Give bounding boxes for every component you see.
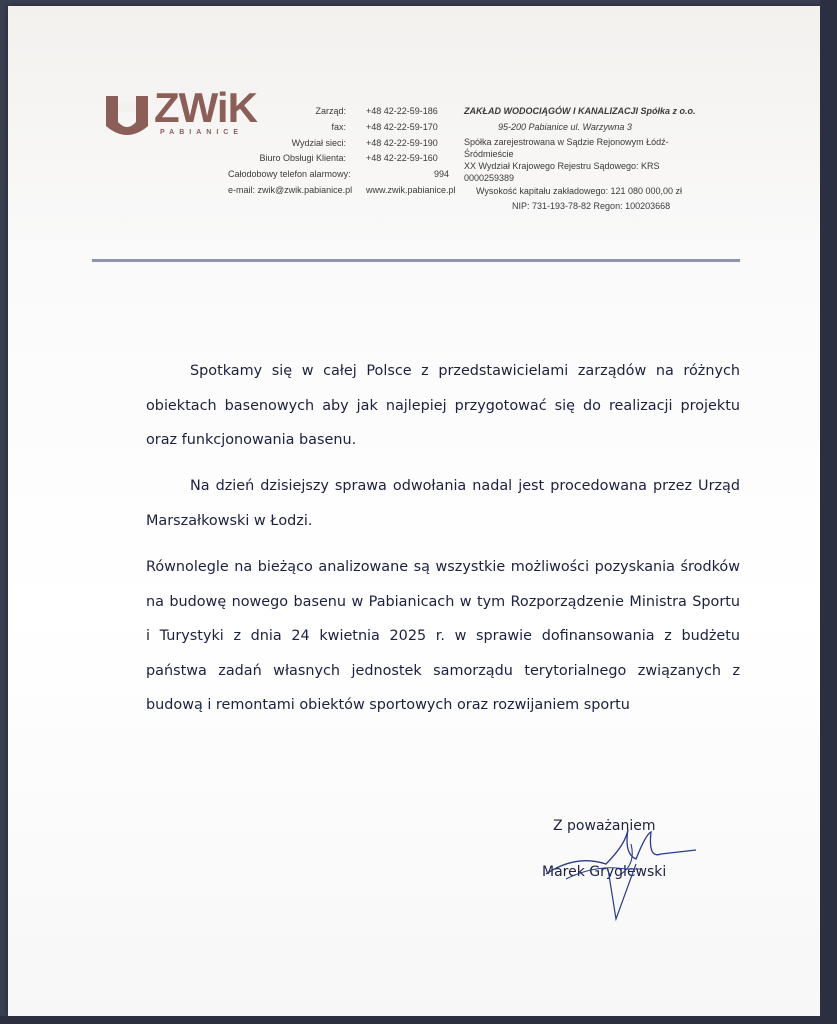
- company-name: ZAKŁAD WODOCIĄGÓW I KANALIZACJI Spółka z o.o.: [464, 106, 696, 116]
- logo-text: ZWiK: [154, 84, 257, 131]
- logo-subtitle: PABIANICE: [160, 129, 243, 136]
- krs-number: XX Wydział Krajowego Rejestru Sądowego: KRS 0000259389: [464, 160, 660, 183]
- value-wydzial: +48 42-22-59-190: [366, 137, 438, 148]
- label-alarm: Całodobowy telefon alarmowy:: [228, 169, 351, 180]
- signature-name: Marek Gryglewski: [542, 864, 667, 880]
- value-zarzad: +48 42-22-59-186: [366, 106, 438, 116]
- value-fax: +48 42-22-59-170: [366, 121, 438, 132]
- nip-regon: NIP: 731-193-78-82 Regon: 100203668: [512, 201, 671, 212]
- logo-mark-icon: [104, 92, 150, 138]
- screen-frame-bottom: [0, 1016, 837, 1024]
- company-info: [464, 104, 734, 215]
- label-email: e-mail: zwik@zwik.pabianice.pl: [228, 184, 353, 195]
- screen-frame-right: [820, 0, 837, 1024]
- label-zarzad: Zarząd:: [315, 106, 346, 116]
- contact-values: [366, 104, 458, 199]
- contact-labels: [228, 104, 353, 199]
- handwritten-signature: [536, 824, 706, 924]
- value-bok: +48 42-22-59-160: [366, 153, 438, 164]
- court-registration: Spółka zarejestrowana w Sądzie Rejonowym Łódź-Śródmieście: [464, 136, 669, 159]
- value-alarm: 994: [434, 169, 450, 180]
- paragraph-2: [146, 469, 740, 538]
- paragraph-1: [146, 354, 740, 458]
- label-fax: fax:: [331, 121, 346, 132]
- paragraph-3-text: Równolegle na bieżąco analizowane są wszystkie możliwości pozyskania środków na budowę nowego basenu w Pabianicach w tym Rozporządzenie Ministra Sportu i Turystyki z dnia 24 kwietnia 2025 r. w sprawie dofinansowania z budżetu państwa zadań własnych jednostek samorządu terytorialnego związanych z budową i remontami obiektów sportowych oraz rozwijaniem sportu: [146, 559, 740, 713]
- share-capital: Wysokość kapitału zakładowego: 121 080 000,00 zł: [476, 185, 683, 196]
- label-wydzial: Wydział sieci:: [291, 137, 346, 148]
- value-www: www.zwik.pabianice.pl: [366, 184, 456, 195]
- paragraph-1-text: Spotkamy się w całej Polsce z przedstawicielami zarządów na różnych obiektach basenowych aby jak najlepiej przygotować się do realizacji projektu oraz funkcjonowania basenu.: [146, 363, 740, 448]
- company-address: 95-200 Pabianice ul. Warzywna 3: [498, 121, 632, 132]
- label-bok: Biuro Obsługi Klienta:: [259, 153, 346, 164]
- document-page: [8, 6, 820, 1016]
- paragraph-2-text: Na dzień dzisiejszy sprawa odwołania nadal jest procedowana przez Urząd Marszałkowski w Łodzi.: [146, 478, 740, 529]
- header-divider: [92, 259, 740, 262]
- signature-greeting: Z poważaniem: [553, 818, 656, 834]
- paragraph-3: [146, 550, 740, 723]
